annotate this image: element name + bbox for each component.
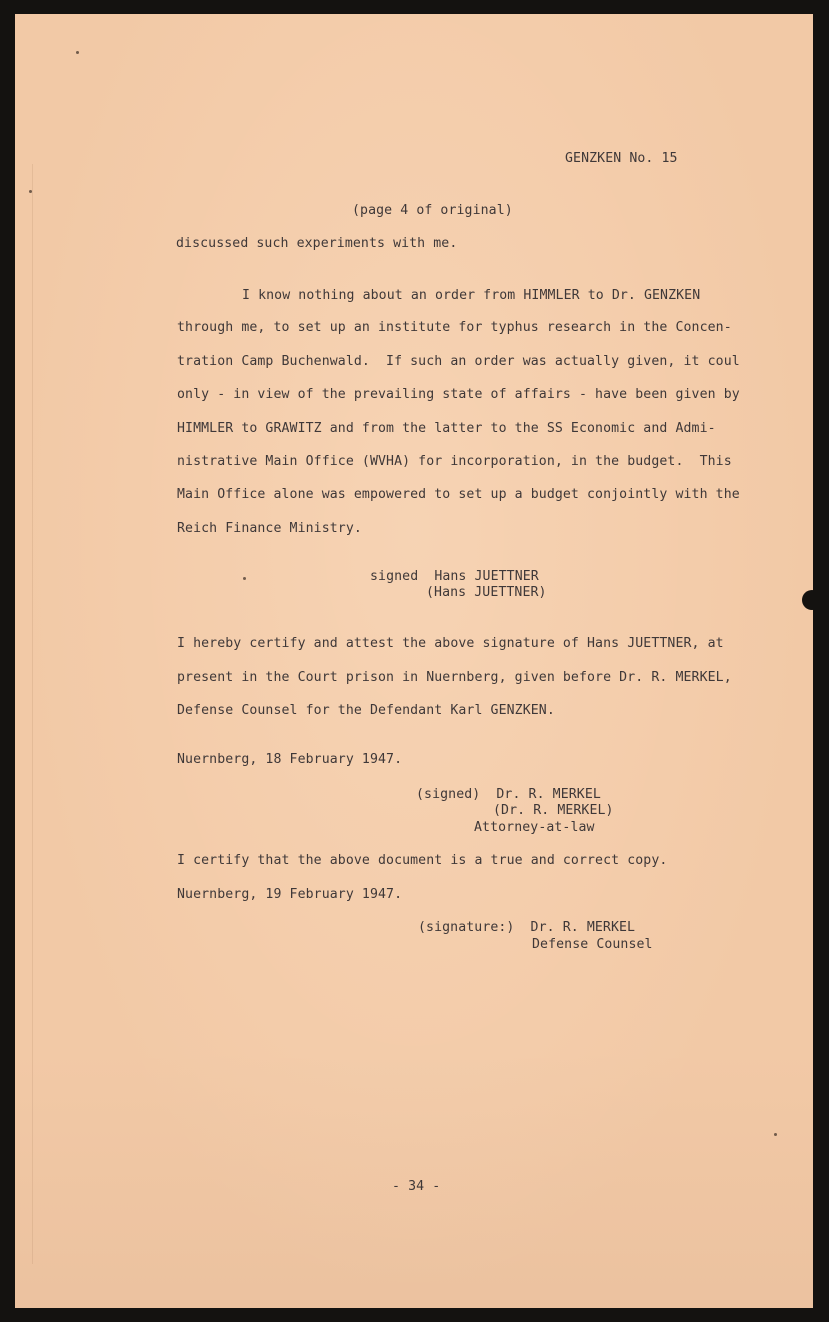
body-line: Reich Finance Ministry. bbox=[177, 521, 362, 536]
page-note: (page 4 of original) bbox=[352, 203, 513, 218]
paper-speck bbox=[76, 51, 79, 54]
body-line: Main Office alone was empowered to set up a budget conjointly with the bbox=[177, 487, 740, 502]
body-line: nistrative Main Office (WVHA) for incorporation, in the budget. This bbox=[177, 454, 732, 469]
signature-final-title: Defense Counsel bbox=[532, 937, 653, 952]
body-line: tration Camp Buchenwald. If such an order was actually given, it coul bbox=[177, 354, 740, 369]
date-second: Nuernberg, 19 February 1947. bbox=[177, 887, 403, 902]
signature-merkel: (signed) Dr. R. MERKEL bbox=[416, 787, 601, 802]
paper-fold-line bbox=[32, 164, 33, 1264]
signature-merkel-title: Attorney-at-law bbox=[474, 820, 595, 835]
body-line: I know nothing about an order from HIMMLER to Dr. GENZKEN bbox=[242, 288, 701, 303]
paper-speck bbox=[774, 1133, 777, 1136]
paper-sheet bbox=[15, 14, 813, 1308]
body-line: discussed such experiments with me. bbox=[176, 236, 458, 251]
certification-line: present in the Court prison in Nuernberg, given before Dr. R. MERKEL, bbox=[177, 670, 732, 685]
certification-line: I hereby certify and attest the above signature of Hans JUETTNER, at bbox=[177, 636, 724, 651]
copy-certification: I certify that the above document is a true and correct copy. bbox=[177, 853, 668, 868]
body-line: through me, to set up an institute for typhus research in the Concen- bbox=[177, 320, 732, 335]
page-number: - 34 - bbox=[392, 1179, 441, 1194]
signature-merkel-name: (Dr. R. MERKEL) bbox=[493, 803, 614, 818]
signature-juettner: signed Hans JUETTNER bbox=[370, 569, 539, 584]
signature-final: (signature:) Dr. R. MERKEL bbox=[418, 920, 636, 935]
date-first: Nuernberg, 18 February 1947. bbox=[177, 752, 403, 767]
paper-notch bbox=[802, 590, 822, 610]
body-line: HIMMLER to GRAWITZ and from the latter to the SS Economic and Admi- bbox=[177, 421, 716, 436]
paper-speck bbox=[243, 577, 246, 580]
signature-juettner-name: (Hans JUETTNER) bbox=[426, 585, 547, 600]
body-line: only - in view of the prevailing state of affairs - have been given by bbox=[177, 387, 740, 402]
paper-speck bbox=[29, 190, 32, 193]
document-number: GENZKEN No. 15 bbox=[565, 151, 678, 166]
certification-line: Defense Counsel for the Defendant Karl GENZKEN. bbox=[177, 703, 555, 718]
